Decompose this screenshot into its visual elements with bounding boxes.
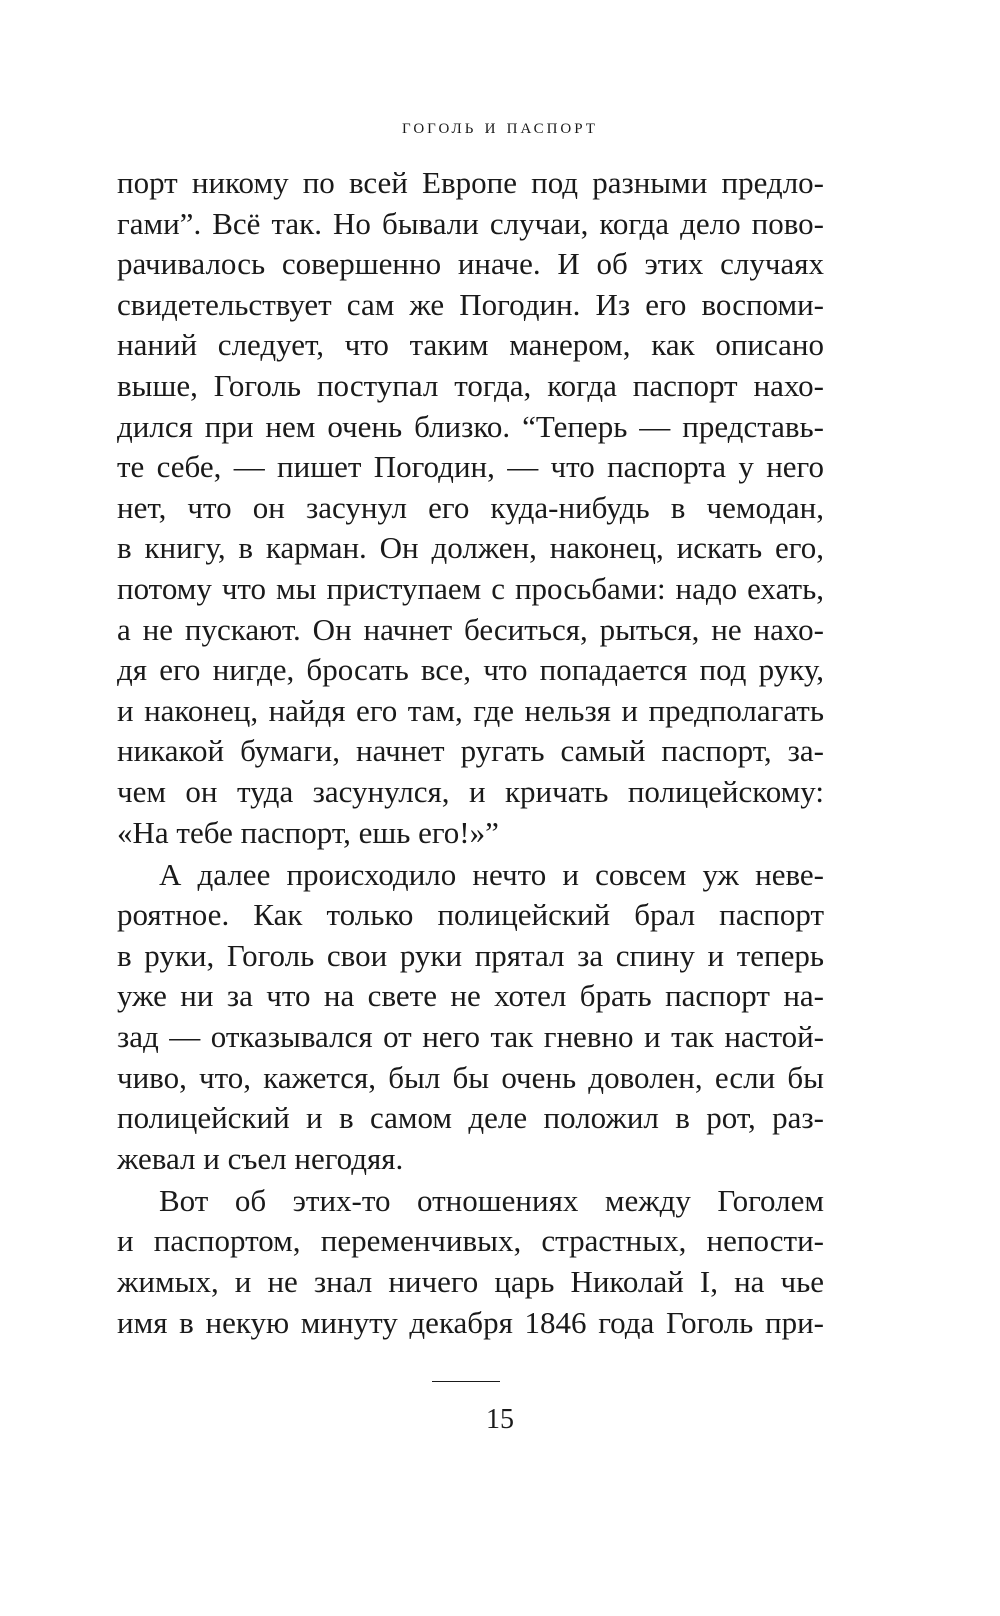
text-line: чем он туда засунулся, и кричать полицейскому: (117, 773, 824, 809)
text-line: и паспортом, переменчивых, страстных, непости- (117, 1223, 824, 1259)
text-line: те себе, — пишет Погодин, — что паспорта у него (117, 449, 824, 485)
text-line: «На тебе паспорт, ешь его!»” (117, 814, 499, 850)
text-line: в руки, Гоголь свои руки прятал за спину и теперь (117, 937, 824, 973)
text-line: в книгу, в карман. Он должен, наконец, искать его, (117, 530, 824, 566)
text-line: наний следует, что таким манером, как описано (117, 327, 824, 363)
text-line: зад — отказывался от него так гневно и так настой- (117, 1018, 824, 1054)
text-line: роятное. Как только полицейский брал паспорт (117, 897, 824, 933)
text-line: нет, что он засунул его куда-нибудь в чемодан, (117, 489, 824, 525)
text-line: гами”. Всё так. Но бывали случаи, когда дело пово- (117, 205, 824, 241)
text-line: рачивалось совершенно иначе. И об этих случаях (117, 246, 824, 282)
text-line: и наконец, найдя его там, где нельзя и предполагать (117, 692, 824, 728)
text-line: уже ни за что на свете не хотел брать паспорт на- (117, 978, 824, 1014)
text-line: имя в некую минуту декабря 1846 года Гоголь при- (117, 1304, 824, 1340)
page-number: 15 (486, 1404, 514, 1435)
text-line: порт никому по всей Европе под разными предло- (117, 165, 824, 200)
text-line: свидетельствует сам же Погодин. Из его воспоми- (117, 286, 824, 322)
text-line: никакой бумаги, начнет ругать самый паспорт, за- (117, 733, 824, 769)
text-line: дился при нем очень близко. “Теперь — представь- (117, 408, 824, 444)
text-line: Вот об этих-то отношениях между Гоголем (159, 1182, 824, 1218)
text-line: А далее происходило нечто и совсем уж неве- (159, 856, 824, 892)
text-line: а не пускают. Он начнет беситься, рыться, не нахо- (117, 611, 824, 647)
text-line: выше, Гоголь поступал тогда, когда паспорт нахо- (117, 367, 824, 403)
text-line: потому что мы приступаем с просьбами: надо ехать, (117, 570, 824, 606)
text-line: дя его нигде, бросать все, что попадается под руку, (117, 652, 824, 688)
text-line: жевал и съел негодяя. (117, 1140, 404, 1176)
running-head: гоголь и паспорт (402, 114, 598, 138)
text-line: жимых, и не знал ничего царь Николай I, на чье (117, 1264, 824, 1300)
text-line: полицейский и в самом деле положил в рот, раз- (117, 1100, 824, 1136)
body-text (117, 163, 824, 1343)
footer-rule (432, 1381, 500, 1382)
text-line: чиво, что, кажется, был бы очень доволен, если бы (117, 1059, 824, 1095)
